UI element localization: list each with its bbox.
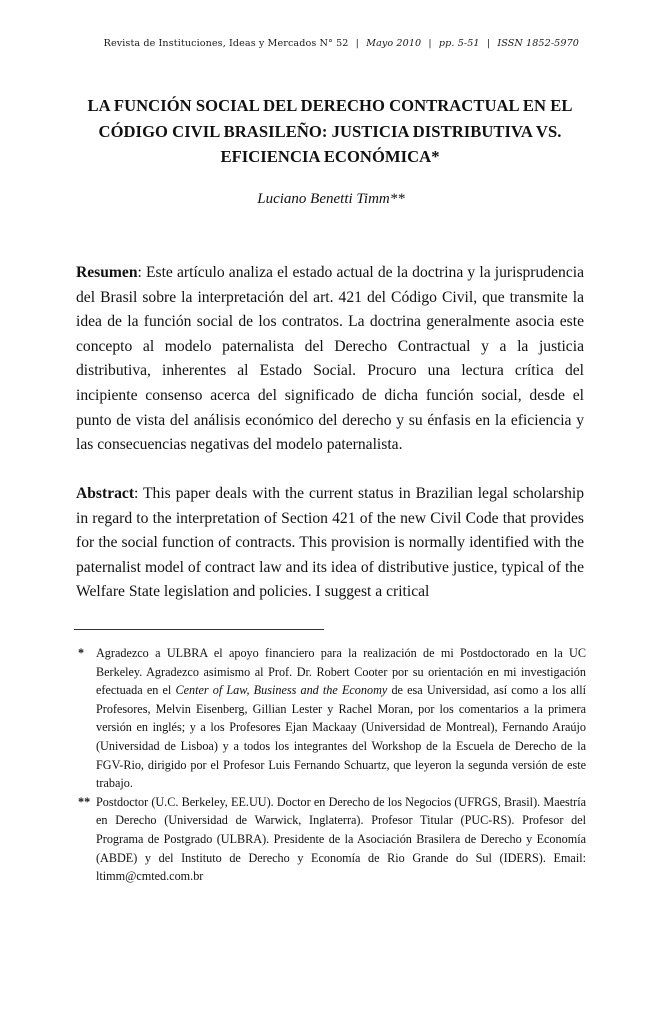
resumen-text: : Este artículo analiza el estado actual de la doctrina y la jurisprudencia del Brasil sobre la interpretación del art. 421 del Código Civil, que transmite la idea de la función social de los contratos. La doctrina generalmente asocia este concepto al modelo paternalista del Derecho Contractual y a la justicia distributiva, inherentes al Estado Social. Procuro una lectura crítica del incipiente consenso acerca del significado de dicha función social, desde el punto de vista del análisis económico del derecho y su énfasis en la eficiencia y las consecuencias negativas del modelo paternalista.	[76, 264, 584, 454]
footnote-2	[74, 793, 586, 886]
footnote-text: Agradezco a ULBRA el apoyo financiero para la realización de mi Postdoctorado en la UC Berkeley. Agradezco asimismo al Prof. Dr. Robert Cooter por su orientación en mi investigación efectuada en el	[96, 646, 586, 698]
footnote-1	[74, 644, 586, 793]
resumen-label: Resumen	[76, 264, 138, 281]
footnote-italic-text: Center of Law, Business and the Economy	[175, 683, 388, 698]
running-header	[0, 38, 579, 49]
abstract-text: : This paper deals with the current status in Brazilian legal scholarship in regard to the interpretation of Section 421 of the new Civil Code that provides for the social function of contracts. This provision is normally identified with the paternalist model of contract law and its idea of distributive justice, typical of the Welfare State legislation and policies. I suggest a critical	[76, 485, 584, 601]
header-separator: |	[355, 38, 359, 49]
page-range: pp. 5-51	[438, 38, 480, 49]
header-separator: |	[486, 38, 491, 49]
footnote-text: de esa Universidad, así como a los allí Profesores, Melvin Eisenberg, Gillian Lester y Rachel Moran, por los comentarios a la primera versión en inglés; y a los Profesores Ejan Mackaay (Universidad de Montreal), Fernando Araújo (Universidad de Lisboa) y a todos los integrantes del Workshop de la Escuela de Derecho de la FGV-Rio, dirigido por el Profesor Luis Fernando Schuartz, que leyeron la segunda versión de este trabajo.	[96, 683, 587, 791]
resumen-paragraph	[76, 261, 584, 458]
footnote-marker: **	[78, 794, 91, 809]
article-author: Luciano Benetti Timm**	[257, 191, 405, 207]
abstract-paragraph	[76, 482, 584, 605]
footnote-text: Postdoctor (U.C. Berkeley, EE.UU). Doctor en Derecho de los Negocios (UFRGS, Brasil). Maestría en Derecho (Universidad de Warwick, Inglaterra). Profesor Titular (PUC-RS). Profesor del Programa de Postgrado (ULBRA). Presidente de la Asociación Brasilera de Derecho y Economía (ABDE) y del Instituto de Derecho y Economía de Rio Grande do Sul (IDERS). Email: ltimm@cmted.com.br	[96, 794, 586, 884]
footnote-divider	[74, 629, 324, 630]
header-separator: |	[428, 38, 432, 49]
footnotes	[74, 644, 586, 886]
issn: ISSN 1852-5970	[497, 38, 579, 49]
article-title: LA FUNCIÓN SOCIAL DEL DERECHO CONTRACTUAL EN EL CÓDIGO CIVIL BRASILEÑO: JUSTICIA DISTRIBUTIVA VS. EFICIENCIA ECONÓMICA*	[87, 96, 573, 166]
journal-name: Revista de Instituciones, Ideas y Mercados N° 52	[103, 38, 349, 49]
issue-date: Mayo 2010	[366, 38, 422, 49]
abstract-label: Abstract	[76, 485, 135, 502]
footnote-marker: *	[78, 646, 85, 660]
